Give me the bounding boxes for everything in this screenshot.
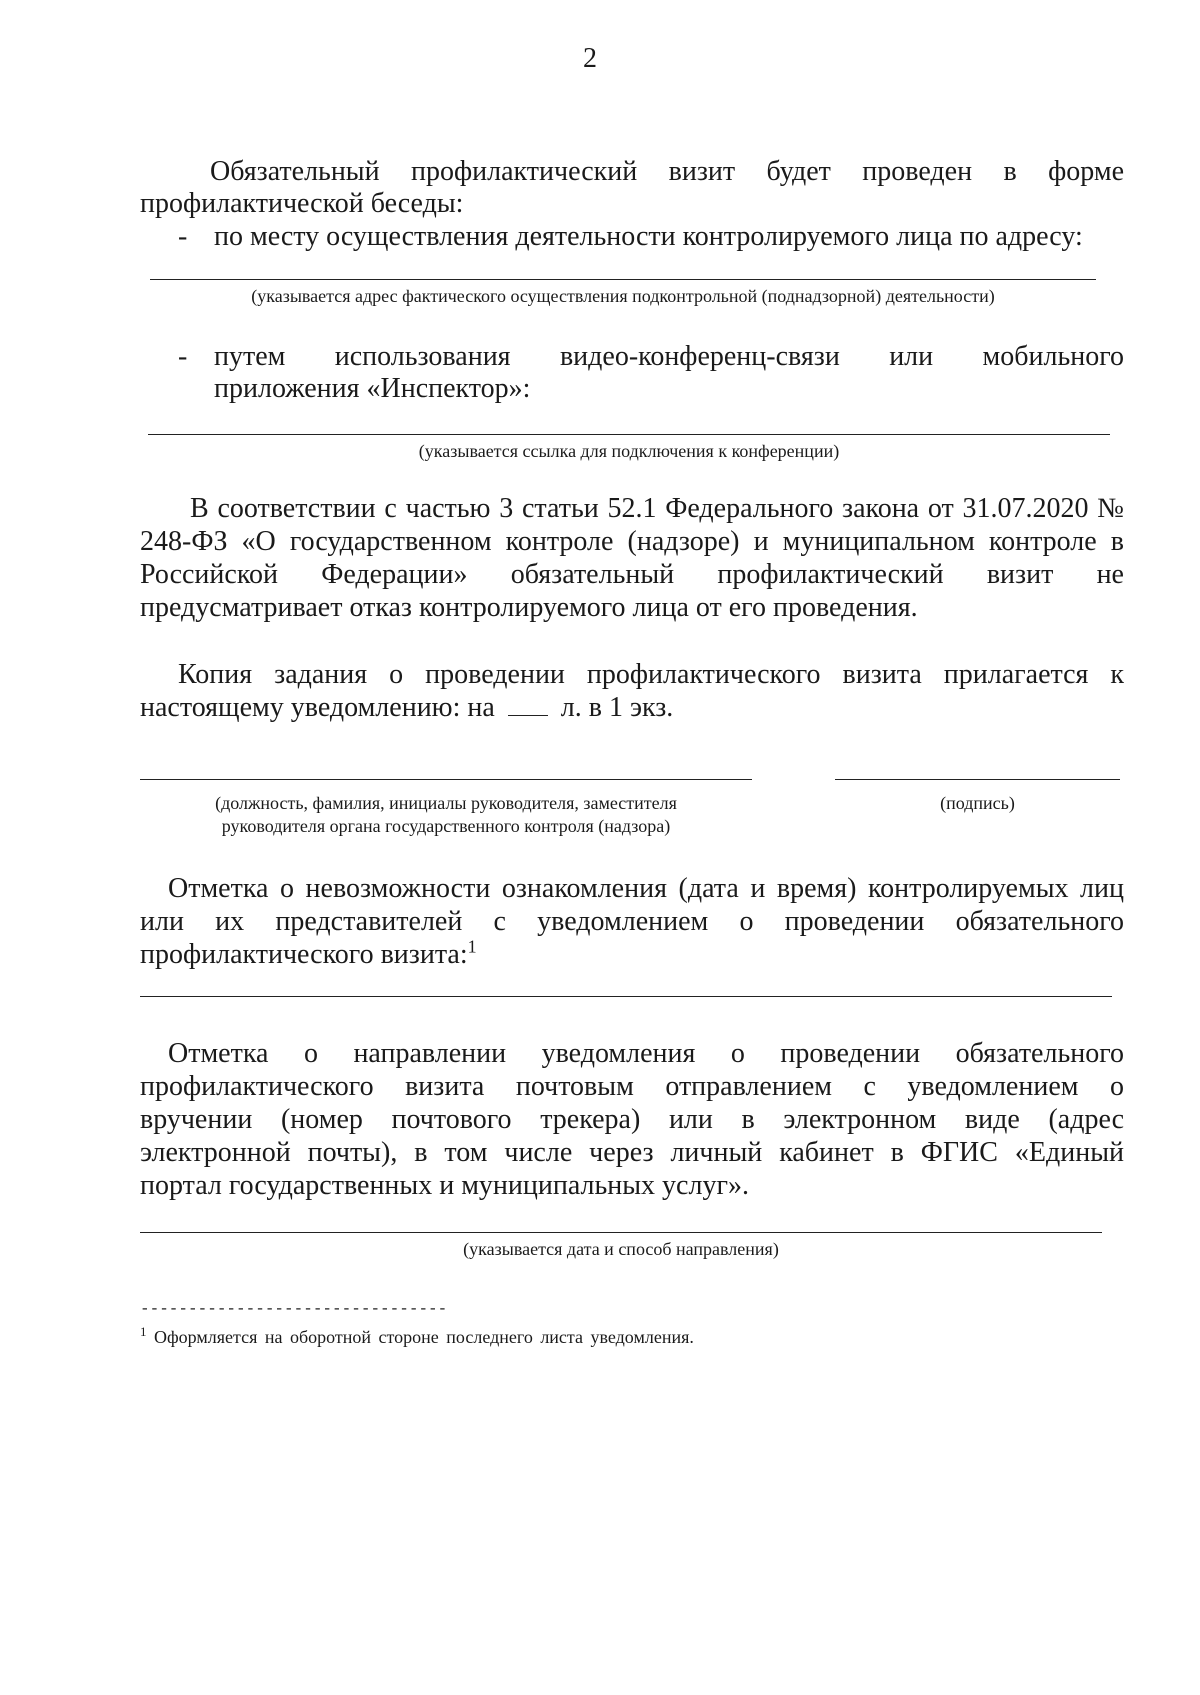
direction-hint: (указывается дата и способ направления) — [463, 1239, 779, 1259]
option1-dash: - — [178, 221, 188, 252]
footnote — [140, 1326, 1040, 1348]
impossibility-line-3-text: профилактического визита: — [140, 939, 468, 970]
footnote-marker: 1 — [140, 1324, 147, 1339]
impossibility-line-1: Отметка о невозможности ознакомления (дата и время) контролируемых лиц — [168, 873, 1124, 904]
address-input-line — [150, 279, 1096, 280]
direction-line-5: портал государственных и муниципальных услуг». — [140, 1170, 749, 1201]
footnote-reference: 1 — [467, 936, 477, 957]
signature-line — [835, 779, 1120, 780]
page-number: 2 — [583, 43, 597, 74]
copy-line-1: Копия задания о проведении профилактического визита прилагается к — [178, 659, 1124, 690]
signature-hint: (подпись) — [940, 793, 1015, 813]
direction-line-2: профилактического визита почтовым отправлением с уведомлением о — [140, 1071, 1124, 1102]
direction-line-1: Отметка о направлении уведомления о проведении обязательного — [168, 1038, 1124, 1069]
sheet-count-blank — [508, 691, 548, 716]
law-line-2: 248-ФЗ «О государственном контроле (надзоре) и муниципальном контроле в — [140, 526, 1124, 557]
copy-line-2-prefix: настоящему уведомлению: на — [140, 692, 495, 723]
law-line-4: предусматривает отказ контролируемого лица от его проведения. — [140, 592, 918, 623]
impossibility-line-3 — [140, 938, 1040, 971]
direction-line-4: электронной почты), в том числе через личный кабинет в ФГИС «Единый — [140, 1137, 1124, 1168]
law-line-1: В соответствии с частью 3 статьи 52.1 Федерального закона от 31.07.2020 № — [190, 493, 1124, 524]
direction-line-3: вручении (номер почтового трекера) или в электронном виде (адрес — [140, 1104, 1124, 1135]
conference-link-line — [148, 434, 1110, 435]
intro-line-1: Обязательный профилактический визит будет проведен в форме — [210, 156, 1124, 187]
copy-line-2 — [140, 691, 1040, 724]
conference-link-hint: (указывается ссылка для подключения к конференции) — [418, 441, 840, 461]
address-hint: (указывается адрес фактического осуществления подконтрольной (поднадзорной) деятельности) — [251, 286, 995, 306]
position-signature-line — [140, 779, 752, 780]
option2-line-2: приложения «Инспектор»: — [214, 373, 531, 404]
position-hint-line-2: руководителя органа государственного контроля (надзора) — [221, 816, 671, 836]
option2-dash: - — [178, 341, 188, 372]
law-line-3: Российской Федерации» обязательный профилактический визит не — [140, 559, 1124, 590]
option2-line-1: путем использования видео-конференц-связи или мобильного — [214, 341, 1124, 372]
footnote-separator: -------------------------------- — [140, 1300, 448, 1318]
impossibility-input-line — [140, 996, 1112, 997]
copy-line-2-suffix: л. в 1 экз. — [560, 692, 674, 723]
intro-line-2: профилактической беседы: — [140, 188, 464, 219]
impossibility-line-2: или их представителей с уведомлением о проведении обязательного — [140, 906, 1124, 937]
direction-input-line — [140, 1232, 1102, 1233]
option1-text: по месту осуществления деятельности контролируемого лица по адресу: — [214, 221, 1083, 252]
position-hint-line-1: (должность, фамилия, инициалы руководителя, заместителя — [215, 793, 677, 813]
footnote-text: Оформляется на оборотной стороне последнего листа уведомления. — [154, 1327, 694, 1347]
